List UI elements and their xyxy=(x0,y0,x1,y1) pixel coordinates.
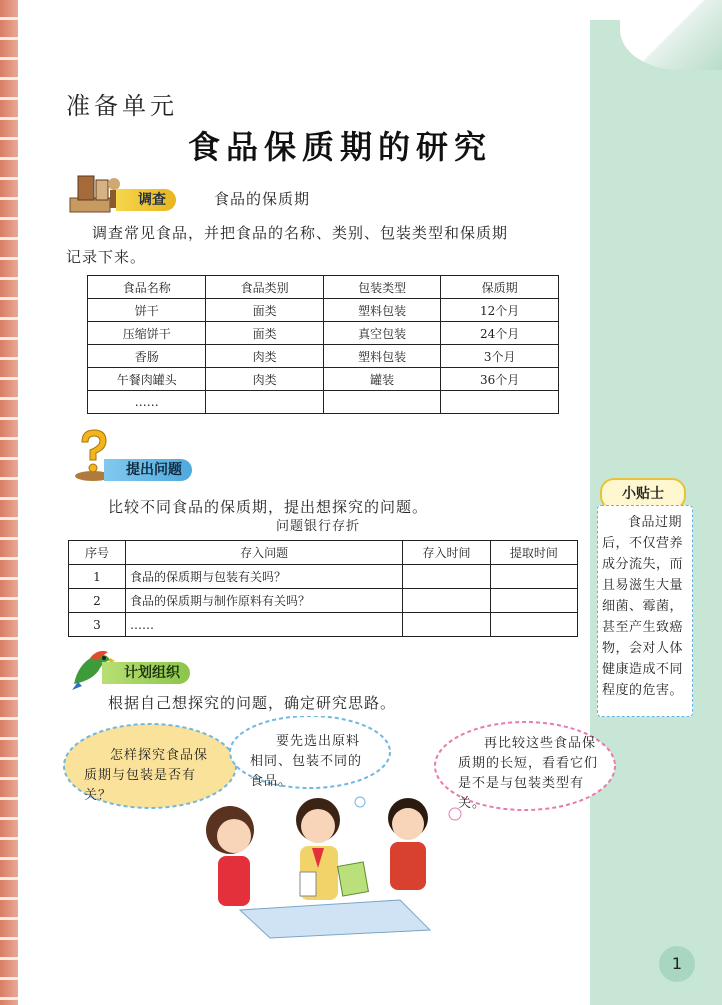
table-row xyxy=(69,589,578,613)
table-cell xyxy=(403,565,490,589)
food-shelf-life-table xyxy=(87,275,559,414)
table-cell: 24个月 xyxy=(441,322,559,345)
table-header-cell: 食品类别 xyxy=(206,276,323,299)
table-cell: 塑料包装 xyxy=(323,299,440,322)
table-cell xyxy=(403,589,490,613)
plan-tag: 计划组织 xyxy=(102,662,190,684)
table-cell: 3 xyxy=(69,613,126,637)
table-cell: 肉类 xyxy=(206,345,323,368)
question-bank-title: 问题银行存折 xyxy=(276,519,361,534)
table-cell: …… xyxy=(88,391,206,414)
table-cell: 饼干 xyxy=(88,299,206,322)
table-cell: 食品的保质期与制作原料有关吗？ xyxy=(125,589,402,613)
survey-intro-line1: 调查常见食品，并把食品的名称、类别、包装类型和保质期 xyxy=(92,224,509,242)
table-cell: 塑料包装 xyxy=(323,345,440,368)
table-header-cell: 食品名称 xyxy=(88,276,206,299)
table-cell xyxy=(441,391,559,414)
table-header-cell: 保质期 xyxy=(441,276,559,299)
table-row xyxy=(88,345,559,368)
table-cell: 3个月 xyxy=(441,345,559,368)
table-header-cell: 提取时间 xyxy=(490,541,577,565)
tip-text: 食品过期后，不仅营养成分流失，而且易滋生大量细菌、霉菌，甚至产生致癌物，会对人体健康造成不同程度的危害。 xyxy=(597,505,693,717)
table-row xyxy=(69,613,578,637)
question-tag: 提出问题 xyxy=(104,459,192,481)
table-row xyxy=(88,391,559,414)
table-row xyxy=(69,565,578,589)
table-header-cell: 存入时间 xyxy=(403,541,490,565)
survey-tag: 调查 xyxy=(116,189,176,211)
page-number: 1 xyxy=(659,946,695,982)
plan-intro: 根据自己想探究的问题，确定研究思路。 xyxy=(108,694,397,712)
table-cell: 香肠 xyxy=(88,345,206,368)
table-header-cell: 序号 xyxy=(69,541,126,565)
table-cell: 36个月 xyxy=(441,368,559,391)
table-cell xyxy=(490,589,577,613)
table-cell: 12个月 xyxy=(441,299,559,322)
table-cell: 2 xyxy=(69,589,126,613)
table-row xyxy=(88,322,559,345)
students-illustration xyxy=(200,790,450,940)
table-cell: 罐装 xyxy=(323,368,440,391)
table-row xyxy=(88,368,559,391)
main-title: 食品保质期的研究 xyxy=(188,128,493,166)
table-cell xyxy=(490,565,577,589)
table-header-row xyxy=(88,276,559,299)
thought-cloud-1: 怎样探究食品保质期与包装是否有关？ xyxy=(84,748,209,803)
question-bank-table xyxy=(68,540,578,637)
table-cell xyxy=(206,391,323,414)
table-cell: 1 xyxy=(69,565,126,589)
table-cell: 真空包装 xyxy=(323,322,440,345)
brick-wall-edge xyxy=(0,0,18,1005)
table-cell: 面类 xyxy=(206,299,323,322)
table-cell xyxy=(323,391,440,414)
table-header-cell: 包装类型 xyxy=(323,276,440,299)
table-cell: 肉类 xyxy=(206,368,323,391)
table-row xyxy=(88,299,559,322)
table-cell: 面类 xyxy=(206,322,323,345)
table-header-row xyxy=(69,541,578,565)
unit-title: 准备单元 xyxy=(66,92,178,120)
table-cell: 食品的保质期与包装有关吗？ xyxy=(125,565,402,589)
table-cell xyxy=(403,613,490,637)
survey-heading: 食品的保质期 xyxy=(214,190,311,208)
tip-badge: 小贴士 xyxy=(600,478,686,510)
survey-intro-line2: 记录下来。 xyxy=(66,248,147,266)
table-cell: …… xyxy=(125,613,402,637)
thought-cloud-3: 再比较这些食品保质期的长短，看看它们是不是与包装类型有关。 xyxy=(458,736,599,811)
thought-cloud-2: 要先选出原料相同、包装不同的食品。 xyxy=(250,734,363,789)
table-cell: 午餐肉罐头 xyxy=(88,368,206,391)
question-intro: 比较不同食品的保质期，提出想探究的问题。 xyxy=(108,498,429,516)
table-cell: 压缩饼干 xyxy=(88,322,206,345)
table-header-cell: 存入问题 xyxy=(125,541,402,565)
table-cell xyxy=(490,613,577,637)
